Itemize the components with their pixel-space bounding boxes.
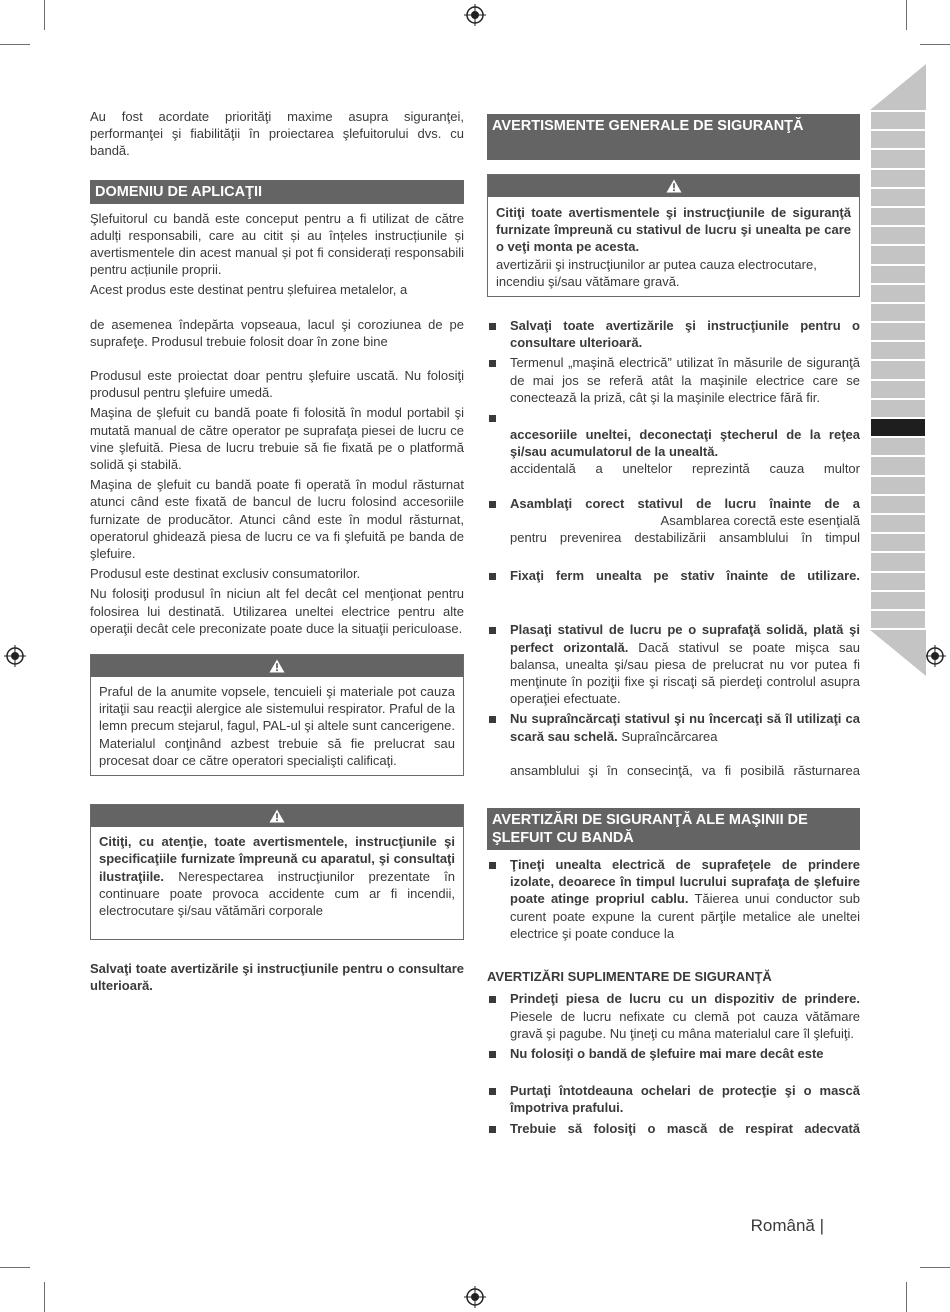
language-tab xyxy=(871,457,925,474)
list-item xyxy=(487,1045,860,1079)
warning-triangle-icon xyxy=(666,179,682,193)
warning-triangle-icon xyxy=(269,809,285,823)
section-header-general-warnings: AVERTISMENTE GENERALE DE SIGURANŢĂ xyxy=(487,114,860,160)
list-item-bold: accesoriile uneltei, deconectaţi ştecherul de la reţea şi/sau acumulatorul de la unealtă. xyxy=(510,427,860,460)
language-tab xyxy=(871,112,925,129)
list-item-bold: Purtaţi întotdeauna ochelari de protecţie şi o mască împotriva prafului. xyxy=(510,1083,860,1116)
list-item-bold: Fixaţi ferm unealta pe stativ înainte de utilizare. xyxy=(510,568,860,584)
warning-text-bold: Citiţi, cu atenţie, toate avertismentele, instrucţiunile şi specificaţiile furnizate împreună cu aparatul, şi consultaţi ilustraţiile. xyxy=(99,834,455,884)
language-tab xyxy=(871,227,925,244)
right-column xyxy=(487,114,860,1140)
language-tab xyxy=(871,266,925,283)
list-item-text: Asamblarea corectă este esenţială xyxy=(660,512,860,528)
intro-paragraph: Au fost acordate priorităţi maxime asupra siguranţei, performanţei şi fiabilităţii în proiectarea şlefuitorului dvs. cu bandă. xyxy=(90,109,464,159)
list-item-text: pentru prevenirea destabilizării ansamblului în timpul xyxy=(510,530,860,546)
paragraph: Nu folosiţi produsul în niciun alt fel decât cel menţionat pentru folosirea lui destinată. Utilizarea uneltei electrice pentru alte operaţii decât cele preconizate poate duce la situaţii periculoase. xyxy=(90,586,464,636)
language-tab-active xyxy=(871,419,925,436)
list-item-text: accidentală a uneltelor reprezintă cauza multor xyxy=(510,461,860,477)
paragraph: Acest produs este destinat pentru șlefuirea metalelor, a xyxy=(90,282,408,298)
registration-mark-icon xyxy=(464,1286,486,1308)
safety-list xyxy=(487,621,860,779)
language-tab xyxy=(871,285,925,302)
language-tab xyxy=(871,477,925,494)
list-item-text: Piesele de lucru nefixate cu clemă pot cauza vătămare gravă şi pagube. Nu ţineţi cu mâna materialul care îl şlefuiţi. xyxy=(510,1008,860,1041)
warning-box-header xyxy=(488,175,859,197)
warning-box-header xyxy=(91,655,463,677)
registration-mark-icon xyxy=(464,4,486,26)
language-tab xyxy=(871,170,925,187)
language-tab xyxy=(871,246,925,263)
subheading-additional-warnings: AVERTIZĂRI SUPLIMENTARE DE SIGURANŢĂ xyxy=(487,969,772,985)
list-item xyxy=(487,409,860,478)
registration-mark-icon xyxy=(4,645,26,667)
list-item-bold: Ţineţi unealta electrică de suprafeţele de prindere izolate, deoarece în timpul lucrului suprafaţa de şlefuire poate atinge propriul cablu. xyxy=(510,857,860,907)
paragraph: Produsul este proiectat doar pentru şlefuire uscată. Nu folosiţi produsul pentru şlefuire umedă. xyxy=(90,368,464,401)
list-item-bold: Prindeţi piesa de lucru cu un dispozitiv de prindere. xyxy=(510,991,860,1007)
language-tab xyxy=(871,323,925,340)
list-item xyxy=(487,1120,860,1137)
language-tab xyxy=(871,611,925,628)
paragraph: Şlefuitorul cu bandă este conceput pentru a fi utilizat de către adulți responsabili, care au citit și au înțeles instrucțiunile și avertismentele din acest manual și pot fi considerați responsabili pentru acțiunile proprii. xyxy=(90,210,464,278)
language-tab xyxy=(871,496,925,513)
list-item xyxy=(487,567,860,584)
warning-text-rest: Nerespectarea instrucţiunilor prezentate în continuare poate provoca accidente cum ar fi incendii, electrocutare şi/sau vătămări corporale xyxy=(99,868,455,918)
crop-mark xyxy=(906,1282,907,1312)
warning-text: avertizării şi instrucţiunilor ar putea cauza electrocutare, incendiu şi/sau vătămare gravă. xyxy=(496,256,817,289)
safety-list xyxy=(487,317,860,478)
list-item-text: Dacă stativul se poate mişca sau balansa, unealta şi/sau piesa de prelucrat nu vor putea fi menţinute în poziţii fixe şi riscaţi să pierdeţi controlul asupra operaţiei efectuate. xyxy=(510,639,860,707)
list-item-bold: Nu folosiţi o bandă de şlefuire mai mare decât este xyxy=(510,1045,824,1061)
section-header-domain: DOMENIU DE APLICAŢII xyxy=(90,180,464,204)
list-item-bold: Nu supraîncărcaţi stativul şi nu încercaţi să îl utilizaţi ca scară sau schelă. xyxy=(510,711,860,744)
paragraph: Produsul este destinat exclusiv consumatorilor. xyxy=(90,566,361,582)
language-tab xyxy=(871,592,925,609)
closing-note: Salvaţi toate avertizările şi instrucţiunile pentru o consultare ulterioară. xyxy=(90,961,464,994)
safety-list xyxy=(487,990,860,1136)
language-tab xyxy=(871,304,925,321)
list-item xyxy=(487,354,860,406)
crop-mark xyxy=(44,1282,45,1312)
list-item xyxy=(487,1082,860,1116)
crop-mark xyxy=(0,44,30,45)
list-item xyxy=(487,495,860,547)
warning-box-header xyxy=(91,805,463,827)
language-tab xyxy=(871,208,925,225)
language-tab xyxy=(871,381,925,398)
crop-mark xyxy=(920,44,950,45)
list-item-text: Termenul „maşină electrică” utilizat în măsurile de siguranţă de mai jos se referă atât la maşinile electrice care se conectează la priză, cât şi la maşinile electrice fără fir. xyxy=(510,355,860,405)
list-item-text: Supraîncărcarea xyxy=(617,728,718,744)
left-column xyxy=(90,108,464,998)
section-header-sander-warnings: AVERTIZĂRI DE SIGURANŢĂ ALE MAŞINII DE ŞLEFUIT CU BANDĂ xyxy=(487,808,860,850)
safety-list xyxy=(487,567,860,584)
language-tab xyxy=(871,573,925,590)
list-item xyxy=(487,317,860,351)
list-item-text: Tăierea unui conductor sub curent poate expune la curent părţile metalice ale uneltei electrice şi poate conduce la xyxy=(510,891,860,941)
page-footer-language: Română | xyxy=(750,1216,824,1235)
language-tab xyxy=(871,150,925,167)
list-item-bold: Salvaţi toate avertizările şi instrucţiunile pentru o consultare ulterioară. xyxy=(510,318,860,351)
crop-mark xyxy=(920,1267,950,1268)
safety-list xyxy=(487,495,860,547)
list-item xyxy=(487,856,860,942)
warning-text: Praful de la anumite vopsele, tencuieli şi materiale pot cauza iritaţii sau reacţii alergice ale sistemului respirator. Praful de la lemn precum stejarul, fagul, PAL-ul şi altele sunt cancerigene. Materialul conţinând azbest trebuie să fie prelucrat sau procesat doar ce către operatori specialişti calificaţi. xyxy=(99,684,455,768)
crop-mark xyxy=(44,0,45,30)
paragraph: de asemenea îndepărta vopseaua, lacul şi coroziunea de pe suprafeţe. Produsul trebuie folosit doar în zone bine xyxy=(90,316,464,349)
language-tab xyxy=(871,553,925,570)
language-tab xyxy=(871,131,925,148)
language-tabs xyxy=(871,112,925,630)
list-item xyxy=(487,990,860,1042)
crop-mark xyxy=(0,1267,30,1268)
registration-mark-icon xyxy=(924,645,946,667)
language-tab xyxy=(871,438,925,455)
language-tab xyxy=(871,361,925,378)
list-item-bold: Trebuie să folosiţi o mască de respirat adecvată xyxy=(510,1120,860,1136)
warning-text-bold: Citiţi toate avertismentele şi instrucţiunile de siguranţă furnizate împreună cu stativul de lucru şi unealta pe care o veţi monta pe acesta. xyxy=(496,205,851,255)
language-tab xyxy=(871,342,925,359)
paragraph: Maşina de şlefuit cu bandă poate fi folosită în modul portabil şi mutată manual de către operator pe suprafaţa piesei de lucru ce vine şlefuită. Piesa de lucru trebuie să fie fixată pe o platformă solidă şi stabilă. xyxy=(90,405,464,473)
list-item-bold: Asamblaţi corect stativul de lucru înainte de a xyxy=(510,495,860,511)
warning-box-general xyxy=(487,174,860,297)
language-tab xyxy=(871,189,925,206)
language-tab xyxy=(871,534,925,551)
warning-text xyxy=(99,833,455,919)
language-tab xyxy=(871,515,925,532)
safety-list xyxy=(487,856,860,942)
warning-box-read xyxy=(90,804,464,940)
crop-mark xyxy=(906,0,907,30)
warning-triangle-icon xyxy=(269,659,285,673)
warning-box-dust xyxy=(90,654,464,776)
paragraph: Maşina de şlefuit cu bandă poate fi operată în modul răsturnat atunci când este fixată de bancul de lucru folosind accesoriile furnizate de producător. Atunci când este în modul răsturnat, operatorul ghidează piesa de lucru ce va fi şlefuită pe banda de şlefuire. xyxy=(90,477,464,562)
language-tab xyxy=(871,400,925,417)
list-item xyxy=(487,710,860,779)
list-item-bold: Plasaţi stativul de lucru pe o suprafaţă solidă, plată şi perfect orizontală. xyxy=(510,622,860,655)
list-item xyxy=(487,621,860,707)
list-item-text: ansamblului şi în consecinţă, va fi posibilă răsturnarea xyxy=(510,762,860,778)
